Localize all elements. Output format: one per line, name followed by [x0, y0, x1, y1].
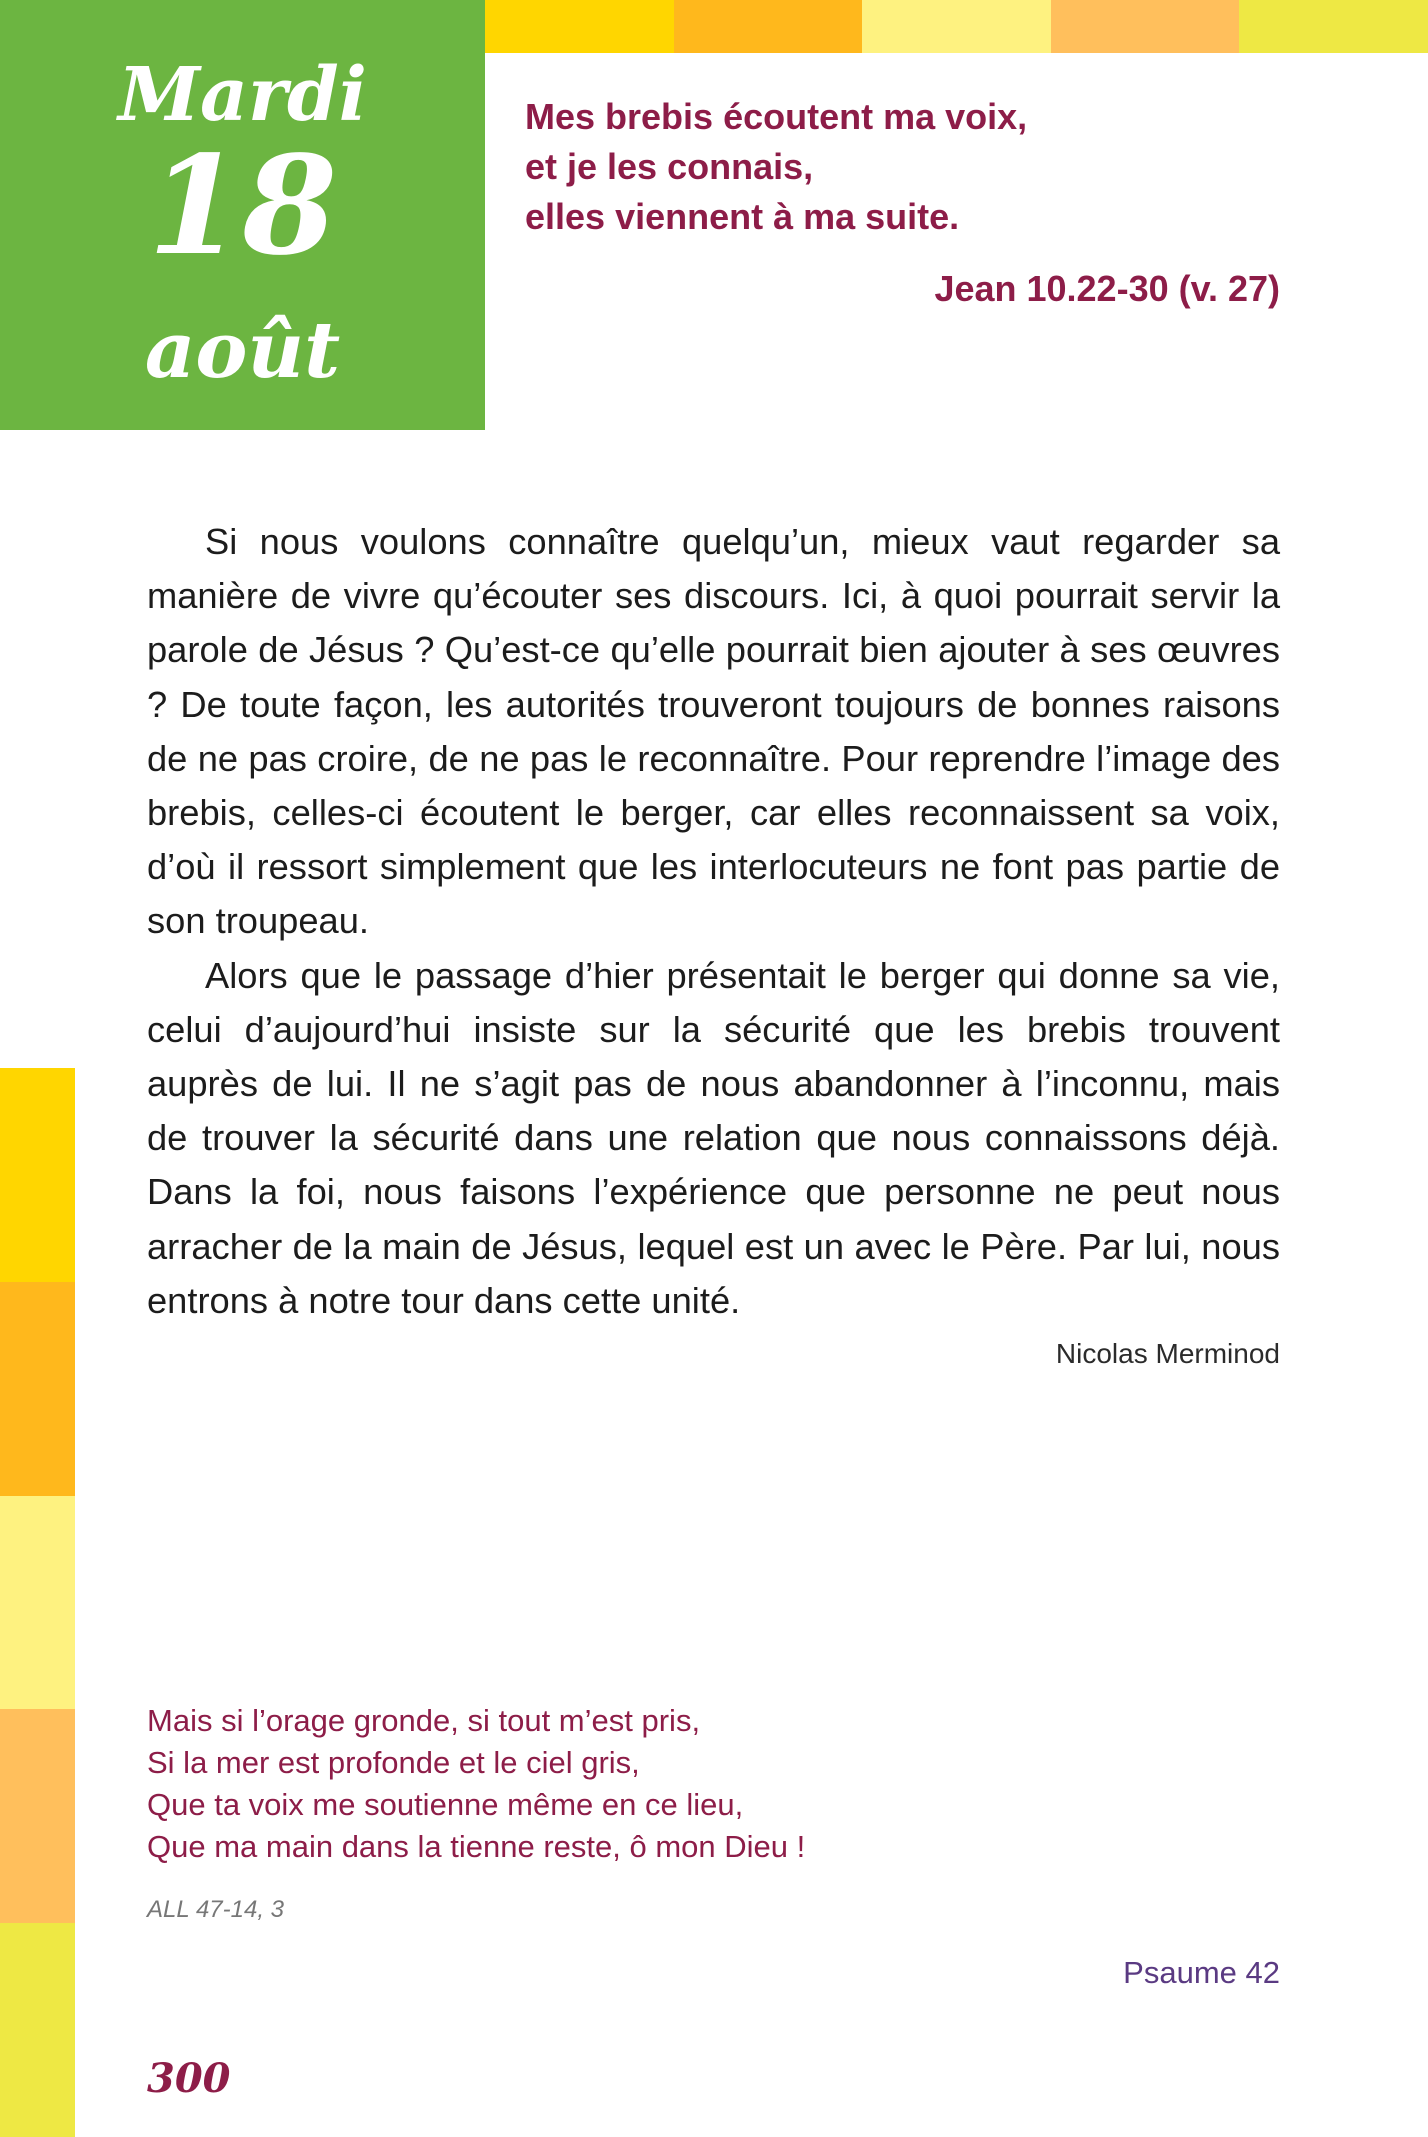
page-number: 300 — [147, 2055, 231, 2102]
hymn-reference: ALL 47-14, 3 — [147, 1896, 285, 1923]
side-stripe-1 — [0, 1068, 75, 1282]
top-stripe-3 — [862, 0, 1051, 53]
verse-line: elles viennent à ma suite. — [525, 196, 960, 237]
hymn-line: Que ma main dans la tienne reste, ô mon Dieu ! — [147, 1829, 806, 1864]
paragraph: Alors que le passage d’hier présentait le berger qui donne sa vie, celui d’aujourd’hui insiste sur la sécurité que les brebis trouvent auprès de lui. Il ne s’agit pas de nous abandonner à l’inconnu, mais de trouver la sécurité dans une relation que nous connaissons déjà. Dans la foi, nous faisons l’expérience que personne ne peut nous arracher de la main de Jésus, lequel est un avec le Père. Par lui, nous entrons à notre tour dans cette unité. — [147, 954, 1280, 1321]
psalm-reference: Psaume 42 — [1123, 1955, 1280, 1990]
top-stripe-5 — [1239, 0, 1428, 53]
top-stripe-1 — [485, 0, 674, 53]
side-color-stripes — [0, 1068, 75, 2137]
author: Nicolas Merminod — [1055, 1338, 1280, 1369]
date-number: 18 — [147, 126, 338, 286]
side-stripe-3 — [0, 1496, 75, 1710]
side-stripe-4 — [0, 1709, 75, 1923]
top-stripe-2 — [674, 0, 863, 53]
date-month: août — [144, 305, 341, 396]
top-stripe-4 — [1051, 0, 1240, 53]
side-stripe-5 — [0, 1923, 75, 2137]
hymn-stanza — [147, 1700, 1047, 1868]
verse-line: Mes brebis écoutent ma voix, — [525, 96, 1028, 137]
hymn-line: Si la mer est profonde et le ciel gris, — [147, 1745, 640, 1780]
date-box — [0, 0, 485, 430]
bible-verse — [525, 92, 1285, 242]
date-day: Mardi — [118, 52, 367, 138]
hymn-line: Que ta voix me soutienne même en ce lieu, — [147, 1787, 744, 1822]
hymn-line: Mais si l’orage gronde, si tout m’est pris, — [147, 1703, 701, 1738]
top-color-stripes — [485, 0, 1428, 53]
verse-line: et je les connais, — [525, 146, 814, 187]
paragraph: Si nous voulons connaître quelqu’un, mieux vaut regarder sa manière de vivre qu’écouter ses discours. Ici, à quoi pourrait servir la parole de Jésus ? Qu’est-ce qu’elle pourrait bien ajouter à ses œuvres ? De toute façon, les autorités trouveront toujours de bonnes raisons de ne pas croire, de ne pas le reconnaître. Pour reprendre l’image des brebis, celles-ci écoutent le berger, car elles reconnaissent sa voix, d’où il ressort simplement que les interlocuteurs ne font pas partie de son troupeau. — [147, 521, 1280, 942]
verse-reference: Jean 10.22-30 (v. 27) — [934, 268, 1280, 309]
side-stripe-2 — [0, 1282, 75, 1496]
meditation-text — [147, 515, 1280, 1328]
